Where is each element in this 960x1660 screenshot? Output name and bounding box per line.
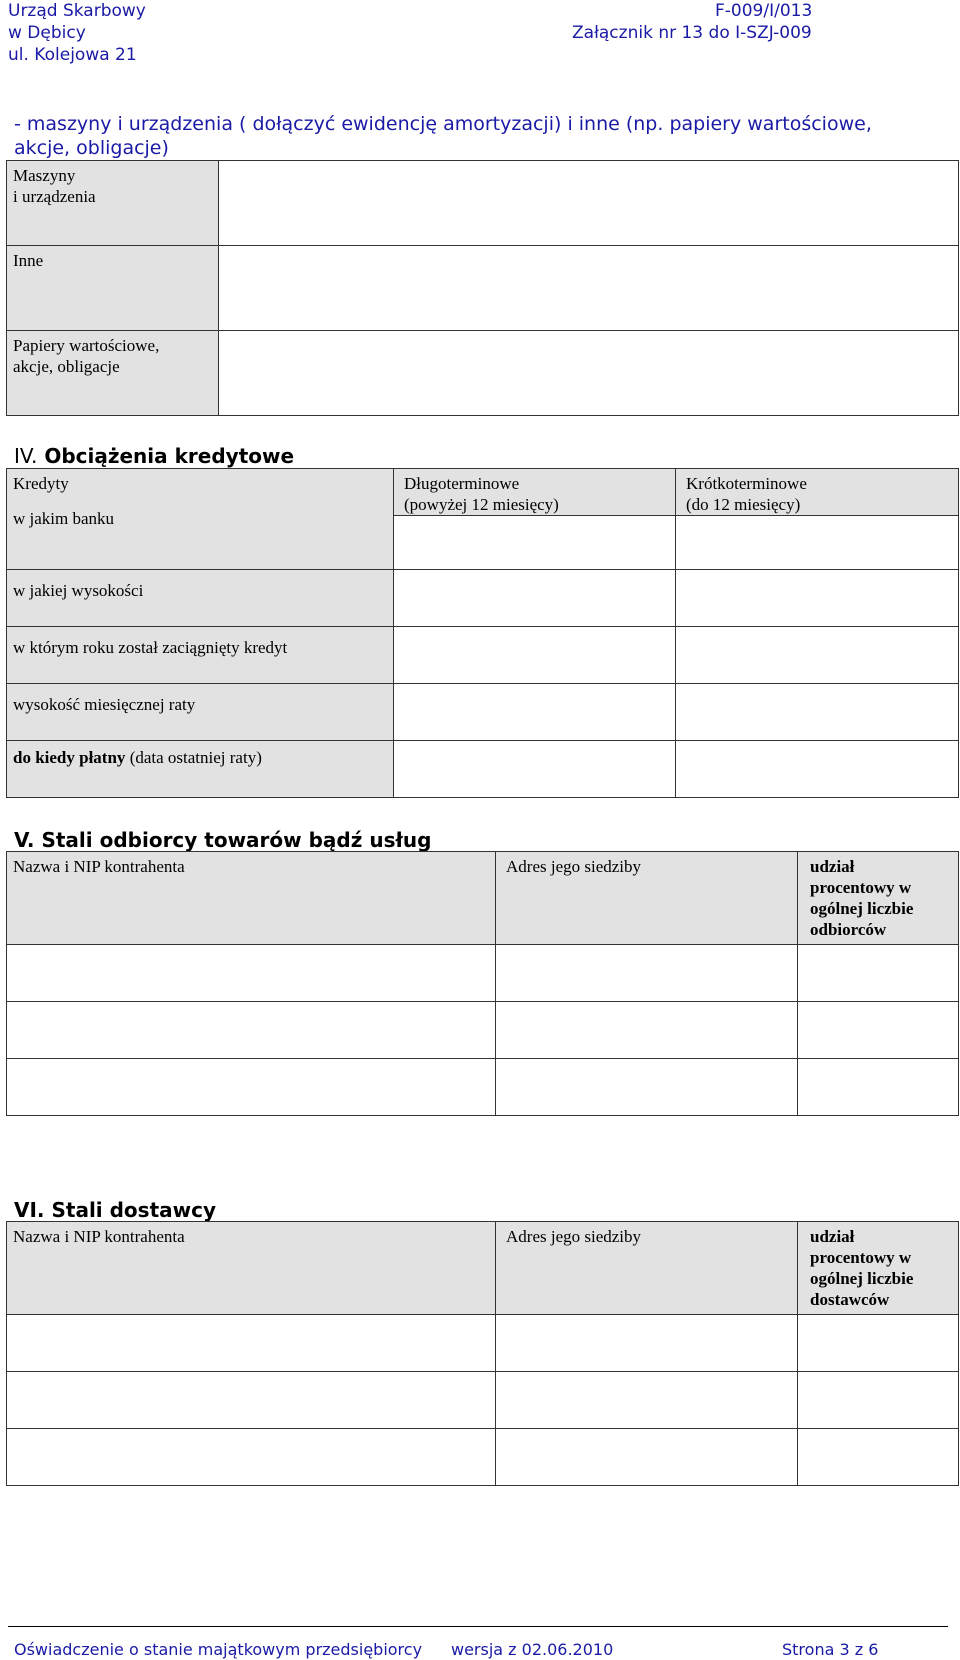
- section-vi-title: VI. Stali dostawcy: [14, 1198, 217, 1222]
- supplier-name-cell[interactable]: [7, 1429, 496, 1486]
- label-text: Maszyny: [13, 166, 76, 185]
- customers-col-address: Adres jego siedziby: [496, 852, 798, 945]
- header-text: procentowy w: [810, 878, 912, 897]
- table-row: [7, 331, 959, 416]
- label-text: Inne: [13, 251, 44, 270]
- table-row: [7, 246, 959, 331]
- footer-version: wersja z 02.06.2010: [451, 1640, 614, 1659]
- table-row: [7, 1315, 959, 1372]
- customer-share-cell[interactable]: [798, 1002, 959, 1059]
- customers-col-share: [798, 852, 959, 945]
- supplier-share-cell[interactable]: [798, 1429, 959, 1486]
- customer-address-cell[interactable]: [496, 1059, 798, 1116]
- customer-address-cell[interactable]: [496, 1002, 798, 1059]
- short-term-column[interactable]: [676, 469, 959, 570]
- assets-label-other: [7, 246, 219, 331]
- office-name: Urząd Skarbowy: [8, 1, 146, 21]
- table-row: [7, 1059, 959, 1116]
- customer-address-cell[interactable]: [496, 945, 798, 1002]
- suppliers-table: [6, 1221, 959, 1486]
- table-row: [7, 741, 959, 798]
- table-row: [7, 570, 959, 627]
- header-text: procentowy w: [810, 1248, 912, 1267]
- customers-col-name: Nazwa i NIP kontrahenta: [7, 852, 496, 945]
- section-iv-number: IV.: [14, 444, 38, 468]
- assets-value-securities[interactable]: [219, 331, 959, 416]
- header-text: ogólnej liczbie: [810, 899, 914, 918]
- header-text: Długoterminowe: [404, 474, 520, 493]
- office-city: w Dębicy: [8, 23, 86, 43]
- suppliers-col-share: [798, 1222, 959, 1315]
- credit-due-label: [7, 741, 394, 798]
- header-text: odbiorców: [810, 920, 887, 939]
- credit-year-long[interactable]: [394, 627, 676, 684]
- assets-value-other[interactable]: [219, 246, 959, 331]
- suppliers-col-name: Nazwa i NIP kontrahenta: [7, 1222, 496, 1315]
- credit-installment-short[interactable]: [676, 684, 959, 741]
- long-term-column[interactable]: [394, 469, 676, 570]
- table-row: [7, 1429, 959, 1486]
- header-text: Krótkoterminowe: [686, 474, 807, 493]
- credit-due-label-rest: (data ostatniej raty): [125, 748, 262, 767]
- customer-name-cell[interactable]: [7, 1002, 496, 1059]
- label-text: Papiery wartościowe,: [13, 336, 160, 355]
- header-text: udział: [810, 1227, 855, 1246]
- supplier-name-cell[interactable]: [7, 1372, 496, 1429]
- assets-intro-line1: - maszyny i urządzenia ( dołączyć ewidencję amortyzacji) i inne (np. papiery wartościowe,: [14, 113, 872, 135]
- assets-value-machines[interactable]: [219, 161, 959, 246]
- credit-installment-long[interactable]: [394, 684, 676, 741]
- credit-due-short[interactable]: [676, 741, 959, 798]
- credit-installment-label: wysokość miesięcznej raty: [7, 684, 394, 741]
- credit-amount-long[interactable]: [394, 570, 676, 627]
- footer-page-number: Strona 3 z 6: [782, 1640, 879, 1659]
- assets-intro-line2: akcje, obligacje): [14, 137, 169, 159]
- table-row: [7, 161, 959, 246]
- supplier-address-cell[interactable]: [496, 1372, 798, 1429]
- supplier-name-cell[interactable]: [7, 1315, 496, 1372]
- long-term-header: [394, 469, 675, 516]
- assets-table: [6, 160, 959, 416]
- assets-label-securities: [7, 331, 219, 416]
- customer-share-cell[interactable]: [798, 945, 959, 1002]
- table-row: [7, 469, 959, 570]
- office-address: ul. Kolejowa 21: [8, 45, 137, 65]
- table-row: [7, 627, 959, 684]
- credit-amount-label: w jakiej wysokości: [7, 570, 394, 627]
- header-text: (do 12 miesięcy): [686, 495, 801, 514]
- footer-title: Oświadczenie o stanie majątkowym przedsiębiorcy: [14, 1640, 423, 1659]
- header-text: (powyżej 12 miesięcy): [404, 495, 559, 514]
- credit-due-label-bold: do kiedy płatny: [13, 748, 126, 767]
- table-row: [7, 852, 959, 945]
- label-text: i urządzenia: [13, 187, 96, 206]
- credit-year-label: w którym roku został zaciągnięty kredyt: [7, 627, 394, 684]
- credit-year-short[interactable]: [676, 627, 959, 684]
- short-term-header: [676, 469, 958, 516]
- credit-header-title: Kredyty: [13, 474, 69, 493]
- customer-share-cell[interactable]: [798, 1059, 959, 1116]
- section-v-title: V. Stali odbiorcy towarów bądź usług: [14, 828, 432, 852]
- customers-table: [6, 851, 959, 1116]
- credit-amount-short[interactable]: [676, 570, 959, 627]
- supplier-address-cell[interactable]: [496, 1315, 798, 1372]
- credit-table: [6, 468, 959, 798]
- header-text: dostawców: [810, 1290, 890, 1309]
- assets-label-machines: [7, 161, 219, 246]
- section-iv-title: [14, 444, 294, 468]
- section-iv-heading: Obciążenia kredytowe: [44, 444, 295, 468]
- credit-due-long[interactable]: [394, 741, 676, 798]
- header-text: udział: [810, 857, 855, 876]
- credit-header-cell: [7, 469, 394, 570]
- table-row: [7, 1002, 959, 1059]
- customer-name-cell[interactable]: [7, 945, 496, 1002]
- attachment-reference: Załącznik nr 13 do I-SZJ-009: [572, 23, 812, 43]
- customer-name-cell[interactable]: [7, 1059, 496, 1116]
- supplier-address-cell[interactable]: [496, 1429, 798, 1486]
- suppliers-col-address: Adres jego siedziby: [496, 1222, 798, 1315]
- credit-bank-label: w jakim banku: [13, 509, 115, 528]
- label-text: akcje, obligacje: [13, 357, 120, 376]
- supplier-share-cell[interactable]: [798, 1372, 959, 1429]
- footer-divider: [8, 1626, 948, 1627]
- table-row: [7, 1372, 959, 1429]
- header-text: ogólnej liczbie: [810, 1269, 914, 1288]
- table-row: [7, 684, 959, 741]
- document-code: F-009/I/013: [715, 1, 813, 21]
- table-row: [7, 1222, 959, 1315]
- supplier-share-cell[interactable]: [798, 1315, 959, 1372]
- table-row: [7, 945, 959, 1002]
